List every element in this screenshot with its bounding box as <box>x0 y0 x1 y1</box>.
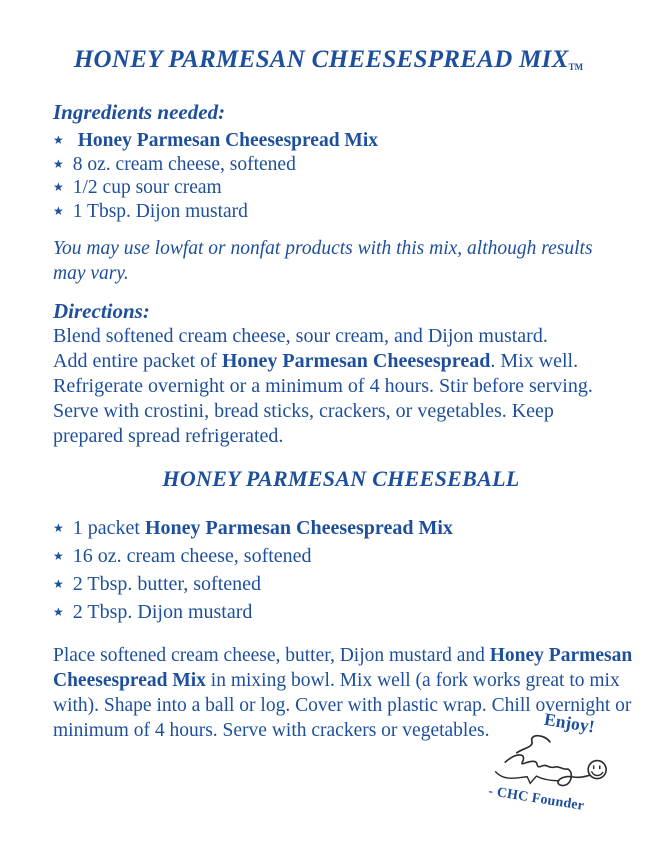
ingredient-item <box>53 515 629 543</box>
cheeseball-heading: HONEY PARMESAN CHEESEBALL <box>162 466 520 491</box>
text-segment: 1 Tbsp. Dijon mustard <box>72 200 248 222</box>
bold-text-segment: Honey Parmesan Cheesespread <box>221 350 491 372</box>
trademark-symbol: TM <box>568 62 584 72</box>
text-line <box>53 399 629 424</box>
text-segment: Blend softened cream cheese, sour cream, and Dijon mustard. <box>53 325 548 347</box>
spread-section <box>0 100 657 743</box>
bold-text-segment: Honey Parmesan Cheesespread Mix <box>77 130 378 151</box>
bold-text-segment: Cheesespread Mix <box>53 670 206 691</box>
text-line <box>53 261 629 286</box>
text-segment: 1/2 cup sour cream <box>72 177 222 198</box>
text-segment: Serve with crostini, bread sticks, crackers, or vegetables. Keep <box>53 400 554 422</box>
text-segment: . Mix well. <box>490 350 579 372</box>
text-segment: Refrigerate overnight or a minimum of 4 hours. Stir before serving. <box>53 375 593 397</box>
text-segment: 16 oz. cream cheese, softened <box>72 545 312 567</box>
ingredient-item <box>53 599 629 627</box>
star-bullet-icon: ★ <box>53 133 64 147</box>
text-segment: 2 Tbsp. Dijon mustard <box>72 601 253 623</box>
spread-directions-paragraph <box>53 324 629 449</box>
ingredient-item <box>53 543 629 571</box>
text-segment: 8 oz. cream cheese, softened <box>72 153 296 175</box>
enjoy-text: Enjoy! <box>542 708 596 737</box>
signature-block <box>485 702 639 822</box>
cheeseball-ingredient-list <box>53 515 629 627</box>
text-segment: in mixing bowl. Mix well (a fork works great to mix <box>205 670 620 691</box>
star-bullet-icon: ★ <box>53 521 64 535</box>
text-segment: 2 Tbsp. butter, softened <box>72 573 262 595</box>
text-segment: minimum of 4 hours. Serve with crackers or vegetables. <box>53 720 490 741</box>
text-segment: with). Shape into a ball or log. Cover with plastic wrap. Chill overnight or <box>53 695 632 716</box>
ingredient-item <box>53 201 629 225</box>
text-segment: Add entire packet of <box>53 350 222 372</box>
text-segment: You may use lowfat or nonfat products with this mix, although results <box>53 238 593 259</box>
star-bullet-icon: ★ <box>53 549 64 563</box>
ingredient-item <box>53 177 629 201</box>
spread-ingredient-list <box>53 130 629 224</box>
text-line <box>53 643 633 668</box>
text-line <box>53 374 629 399</box>
text-segment: Place softened cream cheese, butter, Dijon mustard and <box>53 645 490 666</box>
ingredients-heading: Ingredients needed: <box>53 100 226 124</box>
ingredient-item <box>53 571 629 599</box>
text-line <box>53 236 629 261</box>
star-bullet-icon: ★ <box>53 577 64 591</box>
text-line <box>53 424 629 449</box>
text-line <box>53 349 629 374</box>
ingredient-item <box>53 130 629 154</box>
bold-text-segment: Honey Parmesan Cheesespread Mix <box>144 517 453 539</box>
text-segment: 1 packet <box>72 517 145 539</box>
directions-heading: Directions: <box>53 299 150 323</box>
founder-caption: - CHC Founder <box>487 783 586 814</box>
lowfat-note <box>53 236 629 286</box>
ingredient-item <box>53 154 629 178</box>
page-title <box>0 0 657 74</box>
bold-text-segment: Honey Parmesan <box>489 645 633 666</box>
text-segment: may vary. <box>53 263 129 284</box>
star-bullet-icon: ★ <box>53 203 64 218</box>
text-line <box>53 324 629 349</box>
page-title-text: HONEY PARMESAN CHEESESPREAD MIX <box>73 46 569 73</box>
text-segment: prepared spread refrigerated. <box>53 425 284 447</box>
star-bullet-icon: ★ <box>53 156 64 171</box>
star-bullet-icon: ★ <box>53 605 64 619</box>
text-line <box>53 668 629 693</box>
star-bullet-icon: ★ <box>53 180 64 194</box>
